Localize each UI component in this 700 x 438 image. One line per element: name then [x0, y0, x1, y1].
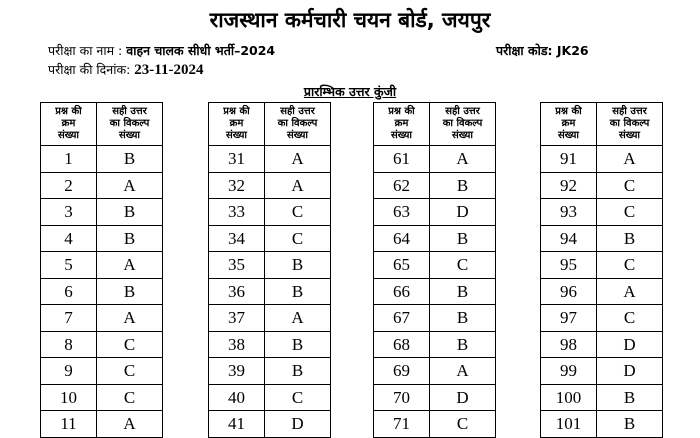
board-title: राजस्थान कर्मचारी चयन बोर्ड, जयपुर: [209, 8, 491, 32]
question-number: 66: [374, 278, 430, 305]
question-number: 2: [41, 172, 97, 199]
answer-option: C: [597, 305, 663, 332]
answer-option: D: [430, 199, 496, 226]
question-number: 71: [374, 411, 430, 438]
question-number-header: प्रश्न की क्रम संख्या: [41, 103, 97, 146]
question-number: 36: [209, 278, 265, 305]
question-number: 63: [374, 199, 430, 226]
answer-option: A: [265, 305, 331, 332]
table-row: [41, 225, 163, 252]
table-row: [209, 172, 331, 199]
question-number-header: प्रश्न की क्रम संख्या: [374, 103, 430, 146]
table-row: [209, 331, 331, 358]
answer-key-table-3: [373, 102, 496, 438]
question-number: 101: [541, 411, 597, 438]
exam-code-line: [496, 42, 589, 59]
answer-option: B: [265, 252, 331, 279]
exam-name-label: परीक्षा का नाम :: [48, 43, 127, 58]
question-number: 4: [41, 225, 97, 252]
table-row: [209, 225, 331, 252]
answer-option: C: [265, 384, 331, 411]
question-number: 3: [41, 199, 97, 226]
answer-option: B: [597, 225, 663, 252]
question-number: 31: [209, 146, 265, 173]
answer-option: C: [97, 358, 163, 385]
question-number: 67: [374, 305, 430, 332]
table-row: [374, 172, 496, 199]
table-row: [41, 172, 163, 199]
answer-option: B: [430, 331, 496, 358]
table-row: [374, 305, 496, 332]
table-row: [541, 384, 663, 411]
question-number: 6: [41, 278, 97, 305]
table-row: [541, 278, 663, 305]
table-row: [541, 331, 663, 358]
table-row: [374, 146, 496, 173]
question-number: 39: [209, 358, 265, 385]
answer-option: B: [97, 278, 163, 305]
answer-option: A: [97, 411, 163, 438]
question-number: 96: [541, 278, 597, 305]
table-row: [374, 225, 496, 252]
table-row: [209, 146, 331, 173]
answer-option: B: [265, 358, 331, 385]
question-number: 7: [41, 305, 97, 332]
answer-option: B: [265, 331, 331, 358]
exam-code-value: JK26: [556, 43, 589, 58]
answer-option: A: [265, 146, 331, 173]
question-number: 38: [209, 331, 265, 358]
question-number: 8: [41, 331, 97, 358]
table-row: [374, 278, 496, 305]
answer-option: D: [597, 331, 663, 358]
table-row: [209, 278, 331, 305]
question-number: 41: [209, 411, 265, 438]
table-row: [541, 252, 663, 279]
question-number: 11: [41, 411, 97, 438]
answer-option: A: [597, 278, 663, 305]
answer-option: B: [265, 278, 331, 305]
table-row: [541, 225, 663, 252]
question-number: 1: [41, 146, 97, 173]
table-row: [374, 199, 496, 226]
question-number: 91: [541, 146, 597, 173]
table-row: [374, 358, 496, 385]
table-row: [374, 331, 496, 358]
answer-option: A: [430, 358, 496, 385]
question-number: 33: [209, 199, 265, 226]
table-row: [41, 278, 163, 305]
table-row: [41, 358, 163, 385]
exam-date-line: [48, 61, 203, 79]
answer-option: C: [597, 172, 663, 199]
question-number: 94: [541, 225, 597, 252]
question-number: 9: [41, 358, 97, 385]
answer-option: A: [97, 252, 163, 279]
question-number: 68: [374, 331, 430, 358]
answer-option: A: [97, 305, 163, 332]
answer-option: A: [97, 172, 163, 199]
table-row: [209, 384, 331, 411]
exam-date-label: परीक्षा की दिनांक:: [48, 62, 135, 77]
answer-option-header: सही उत्तर का विकल्प संख्या: [97, 103, 163, 146]
answer-option: C: [265, 199, 331, 226]
table-row: [541, 411, 663, 438]
answer-option: B: [97, 225, 163, 252]
answer-key-table-2: [208, 102, 331, 438]
question-number: 69: [374, 358, 430, 385]
table-row: [541, 305, 663, 332]
answer-option: C: [597, 199, 663, 226]
exam-date-value: 23-11-2024: [134, 62, 204, 78]
answer-option: D: [430, 384, 496, 411]
table-row: [209, 358, 331, 385]
table-row: [41, 331, 163, 358]
answer-option: B: [97, 199, 163, 226]
answer-key-table-1: [40, 102, 163, 438]
table-row: [41, 411, 163, 438]
answer-option: C: [430, 252, 496, 279]
question-number: 100: [541, 384, 597, 411]
exam-code-label: परीक्षा कोड:: [496, 43, 557, 58]
question-number-header: प्रश्न की क्रम संख्या: [209, 103, 265, 146]
question-number: 34: [209, 225, 265, 252]
answer-option: B: [430, 172, 496, 199]
table-row: [209, 411, 331, 438]
table-row: [374, 384, 496, 411]
answer-key-subtitle: [0, 83, 700, 100]
answer-key-subtitle-text: प्रारम्भिक उत्तर कुंजी: [303, 84, 397, 99]
table-row: [374, 411, 496, 438]
table-row: [41, 146, 163, 173]
question-number: 62: [374, 172, 430, 199]
question-number: 99: [541, 358, 597, 385]
answer-option: C: [97, 384, 163, 411]
answer-option: A: [265, 172, 331, 199]
table-row: [541, 146, 663, 173]
answer-option: C: [97, 331, 163, 358]
answer-option-header: सही उत्तर का विकल्प संख्या: [597, 103, 663, 146]
question-number-header: प्रश्न की क्रम संख्या: [541, 103, 597, 146]
question-number: 70: [374, 384, 430, 411]
question-number: 92: [541, 172, 597, 199]
answer-option: D: [597, 358, 663, 385]
answer-option: B: [597, 411, 663, 438]
question-number: 64: [374, 225, 430, 252]
answer-option: C: [430, 411, 496, 438]
answer-option: B: [430, 305, 496, 332]
table-row: [541, 172, 663, 199]
question-number: 40: [209, 384, 265, 411]
question-number: 65: [374, 252, 430, 279]
answer-option: B: [97, 146, 163, 173]
answer-option: D: [265, 411, 331, 438]
question-number: 61: [374, 146, 430, 173]
answer-option: B: [597, 384, 663, 411]
table-row: [374, 252, 496, 279]
table-row: [41, 384, 163, 411]
table-row: [541, 199, 663, 226]
exam-name-line: [48, 42, 275, 59]
question-number: 37: [209, 305, 265, 332]
question-number: 32: [209, 172, 265, 199]
answer-option: B: [430, 225, 496, 252]
answer-option: C: [597, 252, 663, 279]
table-row: [209, 199, 331, 226]
question-number: 10: [41, 384, 97, 411]
answer-option-header: सही उत्तर का विकल्प संख्या: [430, 103, 496, 146]
table-row: [41, 252, 163, 279]
question-number: 5: [41, 252, 97, 279]
question-number: 35: [209, 252, 265, 279]
question-number: 98: [541, 331, 597, 358]
table-row: [541, 358, 663, 385]
answer-option: A: [430, 146, 496, 173]
answer-option-header: सही उत्तर का विकल्प संख्या: [265, 103, 331, 146]
table-row: [209, 252, 331, 279]
answer-key-table-4: [540, 102, 663, 438]
question-number: 93: [541, 199, 597, 226]
question-number: 95: [541, 252, 597, 279]
answer-option: C: [265, 225, 331, 252]
table-row: [41, 199, 163, 226]
table-row: [41, 305, 163, 332]
answer-option: B: [430, 278, 496, 305]
question-number: 97: [541, 305, 597, 332]
exam-name-value: वाहन चालक सीधी भर्ती–2024: [126, 43, 276, 58]
answer-option: A: [597, 146, 663, 173]
table-row: [209, 305, 331, 332]
